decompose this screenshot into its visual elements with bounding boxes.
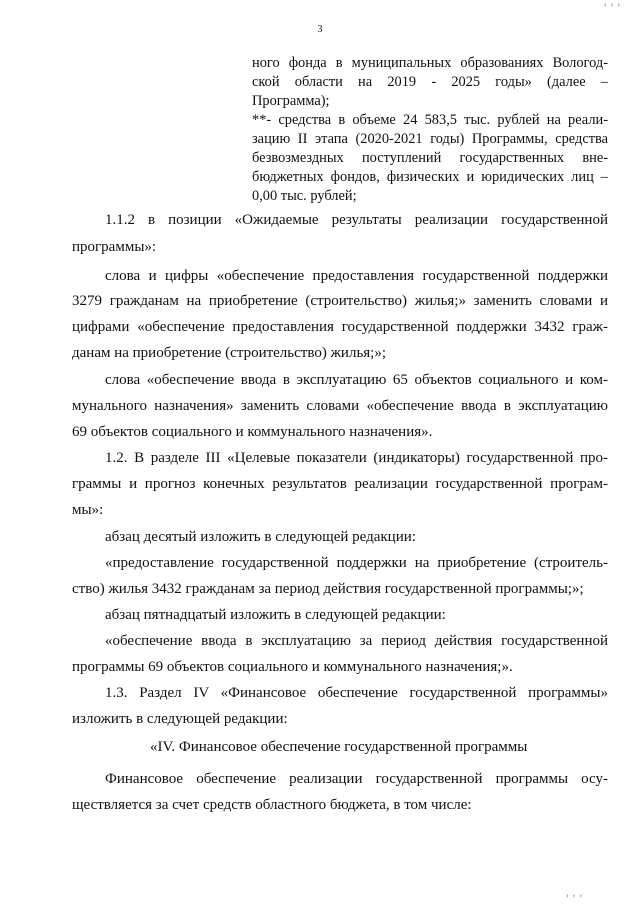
scan-mark-bottom: ‹ ‹ › (566, 891, 583, 900)
paragraph-line: 1.2. В разделе III «Целевые показатели (индикаторы) государственной про- (105, 450, 608, 466)
paragraph-line: абзац десятый изложить в следующей редакции: (105, 529, 416, 545)
footnote-line: ской области на 2019 - 2025 годы» (далее – (252, 74, 608, 90)
footnote-line: Программа); (252, 93, 330, 109)
paragraph-line: ство) жилья 3432 гражданам за период действия государственной программы;»; (72, 581, 584, 597)
paragraph-line: 1.3. Раздел IV «Финансовое обеспечение государственной программы» (105, 685, 608, 701)
paragraph-line: граммы и прогноз конечных результатов реализации государственной програм- (72, 476, 608, 492)
paragraph-line: программы»: (72, 239, 157, 255)
paragraph-line: цифрами «обеспечение предоставления государственной поддержки 3432 граж- (72, 319, 608, 335)
paragraph-line: слова и цифры «обеспечение предоставления государственной поддержки (105, 268, 608, 284)
paragraph-line: абзац пятнадцатый изложить в следующей редакции: (105, 607, 446, 623)
paragraph-line: данам на приобретение (строительство) жилья;»; (72, 345, 387, 361)
paragraph-line: «обеспечение ввода в эксплуатацию за период действия государственной (105, 633, 608, 649)
footnote-line: безвозмездных поступлений государственных вне- (252, 150, 608, 166)
paragraph-line: мунального назначения» заменить словами «обеспечение ввода в эксплуатацию (72, 398, 608, 414)
paragraph-line: мы»: (72, 502, 104, 518)
footnote-line: ного фонда в муниципальных образованиях Вологод- (252, 55, 608, 71)
footnote-line: 0,00 тыс. рублей; (252, 188, 357, 204)
paragraph-line: 69 объектов социального и коммунального назначения». (72, 424, 433, 440)
footnote-line: **- средства в объеме 24 583,5 тыс. рублей на реали- (252, 112, 608, 128)
page-number: 3 (317, 24, 323, 35)
paragraph-line: Финансовое обеспечение реализации государственной программы осу- (105, 771, 608, 787)
paragraph-line: 3279 гражданам на приобретение (строительство) жилья;» заменить словами и (72, 293, 608, 309)
footnote-line: бюджетных фондов, физических и юридических лиц – (252, 169, 608, 185)
paragraph-line: ществляется за счет средств областного бюджета, в том числе: (72, 797, 472, 813)
paragraph-line: изложить в следующей редакции: (72, 711, 288, 727)
footnote-line: зацию II этапа (2020-2021 годы) Программы, средства (252, 131, 608, 147)
section-heading: «IV. Финансовое обеспечение государственной программы (150, 739, 528, 755)
paragraph-line: программы 69 объектов социального и коммунального назначения;». (72, 659, 513, 675)
scan-mark-top: ‹ ‹ › (604, 0, 621, 9)
paragraph-line: слова «обеспечение ввода в эксплуатацию 65 объектов социального и ком- (105, 372, 608, 388)
paragraph-line: 1.1.2 в позиции «Ожидаемые результаты реализации государственной (105, 212, 608, 228)
paragraph-line: «предоставление государственной поддержки на приобретение (строитель- (105, 555, 608, 571)
